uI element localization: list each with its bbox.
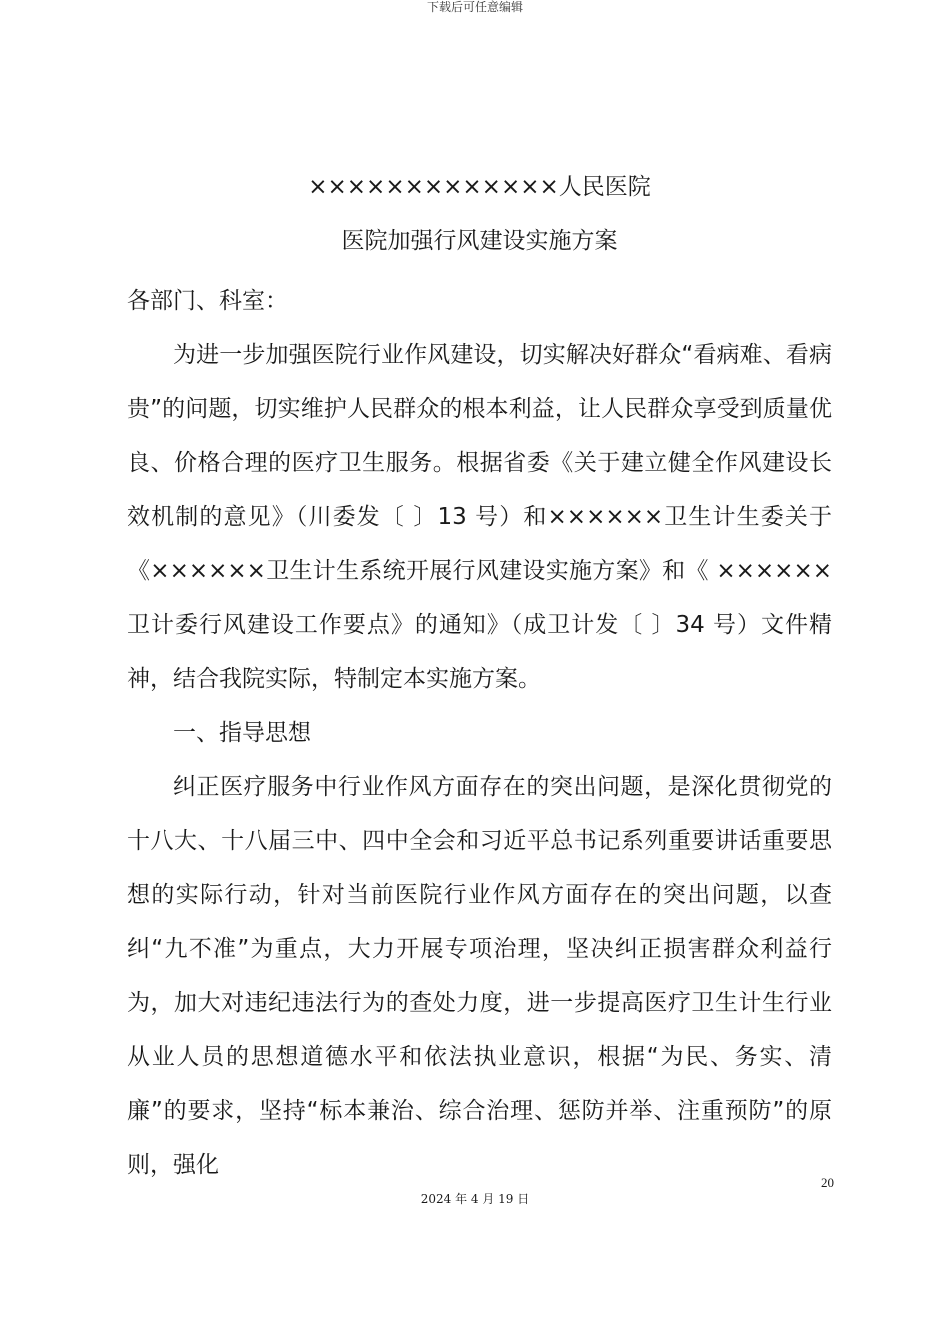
header-note: 下载后可任意编辑 — [426, 0, 523, 14]
section-paragraph-guiding-ideology: 纠正医疗服务中行业作风方面存在的突出问题，是深化贯彻党的十八大、十八届三中、四中全会和习近平总书记系列重要讲话重要思想的实际行动，针对当前医院行业作风方面存在的突出问题，以查纠“九不准”为重点，大力开展专项治理，坚决纠正损害群众利益行为，加大对违纪违法行为的查处力度，进一步提高医疗卫生计生行业从业人员的思想道德水平和依法执业意识，根据“为民、务实、清廉”的要求，坚持“标本兼治、综合治理、惩防并举、注重预防”的原则，强化 — [127, 774, 832, 1178]
section-heading-guiding-ideology: 一、指导思想 — [173, 720, 311, 746]
document-body — [127, 160, 832, 1192]
page-number: 20 — [821, 1175, 834, 1190]
intro-paragraph: 为进一步加强医院行业作风建设，切实解决好群众“看病难、看病贵”的问题，切实维护人民群众的根本利益，让人民群众享受到质量优良、价格合理的医疗卫生服务。根据省委《关于建立健全作风建设长效机制的意见》（川委发〔 〕13 号）和××××××卫生计生委关于《××××××卫生计生系统开展行风建设实施方案》和《 ××××××卫计委行风建设工作要点》的通知》（成卫计发〔 〕34 号）文件精神，结合我院实际，特制定本实施方案。 — [127, 342, 832, 692]
salutation: 各部门、科室： — [127, 288, 288, 314]
document-title-hospital: ×××××××××××××人民医院 — [308, 174, 651, 200]
document-title-plan: 医院加强行风建设实施方案 — [341, 228, 618, 254]
footer-date: 2024 年 4 月 19 日 — [420, 1192, 530, 1206]
